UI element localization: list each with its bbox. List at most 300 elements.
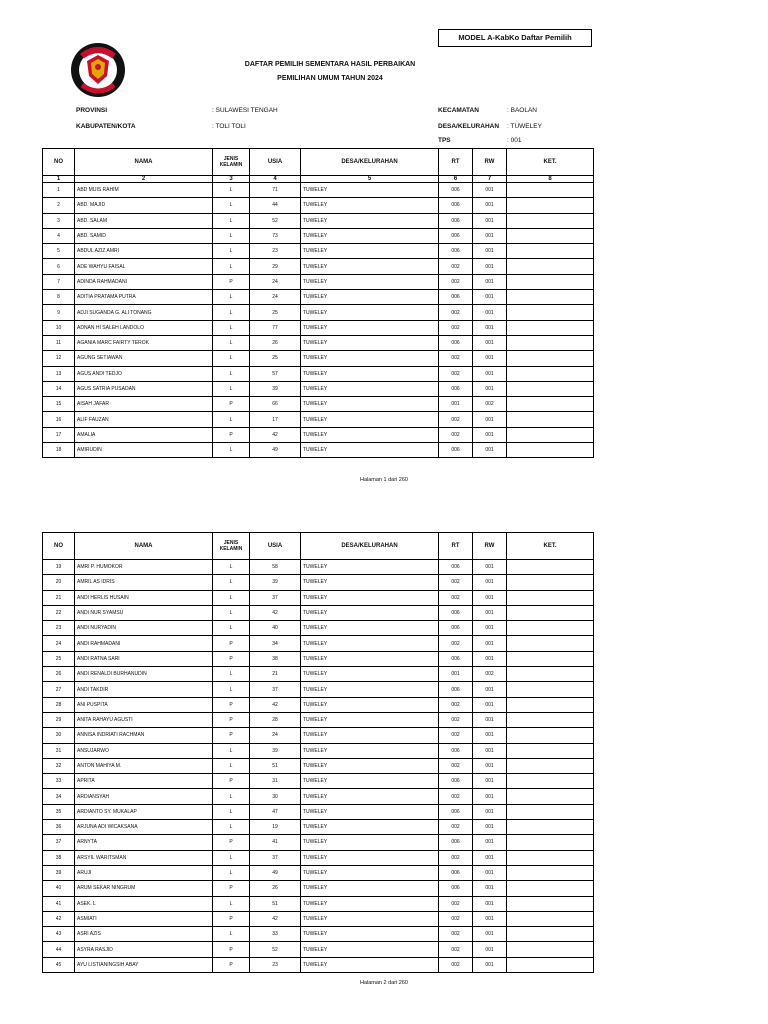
cell-rw: 002	[473, 397, 507, 412]
cell-rw: 001	[473, 621, 507, 636]
cell-desa: TUWELEY	[301, 621, 439, 636]
cell-no: 24	[43, 636, 75, 651]
cell-rt: 002	[439, 896, 473, 911]
table-row	[43, 697, 594, 712]
cell-nama: ARJUNA ADI WICAKSANA	[75, 820, 213, 835]
cell-desa: TUWELEY	[301, 198, 439, 213]
cell-ket	[507, 274, 594, 289]
table-row	[43, 366, 594, 381]
cell-rw: 001	[473, 259, 507, 274]
cell-usia: 71	[250, 183, 301, 198]
cell-no: 32	[43, 758, 75, 773]
cell-rt: 001	[439, 397, 473, 412]
cell-usia: 42	[250, 911, 301, 926]
cell-rw: 001	[473, 911, 507, 926]
cell-jenis-kelamin: L	[213, 213, 250, 228]
cell-nama: ASRI AZIS	[75, 927, 213, 942]
cell-usia: 37	[250, 850, 301, 865]
cell-usia: 58	[250, 560, 301, 575]
cell-usia: 30	[250, 789, 301, 804]
table-row	[43, 651, 594, 666]
cell-rt: 002	[439, 351, 473, 366]
cell-usia: 73	[250, 228, 301, 243]
page-footer-2: Halaman 2 dari 260	[359, 980, 408, 986]
cell-rw: 001	[473, 743, 507, 758]
cell-usia: 57	[250, 366, 301, 381]
cell-jenis-kelamin: L	[213, 789, 250, 804]
cell-ket	[507, 427, 594, 442]
cell-desa: TUWELEY	[301, 682, 439, 697]
cell-rt: 006	[439, 774, 473, 789]
cell-usia: 26	[250, 335, 301, 350]
cell-rt: 002	[439, 412, 473, 427]
table-row	[43, 575, 594, 590]
cell-ket	[507, 244, 594, 259]
cell-no: 6	[43, 259, 75, 274]
cell-ket	[507, 335, 594, 350]
col-header-no: NO	[43, 149, 75, 176]
table-row	[43, 183, 594, 198]
cell-no: 15	[43, 397, 75, 412]
cell-no: 28	[43, 697, 75, 712]
cell-rw: 001	[473, 835, 507, 850]
tps-value: : 001	[507, 137, 522, 144]
cell-no: 38	[43, 850, 75, 865]
table-row	[43, 927, 594, 942]
cell-rw: 001	[473, 881, 507, 896]
cell-rt: 002	[439, 957, 473, 972]
cell-jenis-kelamin: L	[213, 896, 250, 911]
cell-ket	[507, 743, 594, 758]
cell-desa: TUWELEY	[301, 228, 439, 243]
cell-nama: ANDI RATNA SARI	[75, 651, 213, 666]
cell-no: 16	[43, 412, 75, 427]
cell-ket	[507, 774, 594, 789]
cell-ket	[507, 667, 594, 682]
cell-nama: ADINDA RAHMADANI	[75, 274, 213, 289]
kecamatan-value: : BAOLAN	[507, 107, 537, 114]
cell-ket	[507, 927, 594, 942]
cell-desa: TUWELEY	[301, 927, 439, 942]
table-row	[43, 712, 594, 727]
cell-ket	[507, 728, 594, 743]
cell-ket	[507, 789, 594, 804]
cell-usia: 31	[250, 774, 301, 789]
cell-jenis-kelamin: L	[213, 335, 250, 350]
cell-ket	[507, 942, 594, 957]
cell-nama: ANI PUSPITA	[75, 697, 213, 712]
cell-rw: 001	[473, 244, 507, 259]
cell-nama: ANITA RAHAYU AGUSTI	[75, 712, 213, 727]
cell-rw: 002	[473, 667, 507, 682]
cell-ket	[507, 957, 594, 972]
cell-ket	[507, 835, 594, 850]
cell-rt: 002	[439, 911, 473, 926]
cell-desa: TUWELEY	[301, 443, 439, 458]
cell-nama: AMALIA	[75, 427, 213, 442]
cell-rt: 006	[439, 244, 473, 259]
cell-no: 20	[43, 575, 75, 590]
cell-rt: 006	[439, 804, 473, 819]
cell-no: 13	[43, 366, 75, 381]
cell-rt: 006	[439, 443, 473, 458]
cell-rt: 006	[439, 865, 473, 880]
cell-rt: 002	[439, 850, 473, 865]
cell-ket	[507, 636, 594, 651]
cell-rt: 006	[439, 381, 473, 396]
cell-jenis-kelamin: L	[213, 290, 250, 305]
cell-rw: 001	[473, 213, 507, 228]
col-header-desa: DESA/KELURAHAN	[301, 149, 439, 176]
cell-desa: TUWELEY	[301, 560, 439, 575]
cell-usia: 52	[250, 942, 301, 957]
cell-desa: TUWELEY	[301, 397, 439, 412]
col-header-ket: KET.	[507, 533, 594, 560]
col-header-usia: USIA	[250, 533, 301, 560]
cell-jenis-kelamin: L	[213, 804, 250, 819]
cell-nama: AISAH JAFAR	[75, 397, 213, 412]
cell-rw: 001	[473, 896, 507, 911]
cell-rt: 006	[439, 560, 473, 575]
table-row	[43, 804, 594, 819]
cell-nama: AMIRUDIN	[75, 443, 213, 458]
cell-ket	[507, 697, 594, 712]
cell-nama: ASYRA RASJID	[75, 942, 213, 957]
cell-usia: 37	[250, 590, 301, 605]
cell-desa: TUWELEY	[301, 697, 439, 712]
cell-desa: TUWELEY	[301, 320, 439, 335]
cell-desa: TUWELEY	[301, 366, 439, 381]
cell-ket	[507, 560, 594, 575]
col-header-desa: DESA/KELURAHAN	[301, 533, 439, 560]
kabupaten-label: KABUPATEN/KOTA	[76, 123, 136, 130]
cell-jenis-kelamin: P	[213, 697, 250, 712]
cell-nama: ADITIA PRATAMA PUTRA	[75, 290, 213, 305]
column-index: 6	[439, 176, 473, 183]
cell-jenis-kelamin: P	[213, 712, 250, 727]
voter-table-page1	[42, 148, 594, 458]
cell-ket	[507, 712, 594, 727]
desa-value: : TUWELEY	[507, 123, 542, 130]
table-row	[43, 850, 594, 865]
cell-desa: TUWELEY	[301, 667, 439, 682]
table-row	[43, 198, 594, 213]
cell-rw: 001	[473, 850, 507, 865]
cell-ket	[507, 621, 594, 636]
cell-rt: 002	[439, 942, 473, 957]
cell-ket	[507, 605, 594, 620]
cell-rt: 006	[439, 651, 473, 666]
column-index: 3	[213, 176, 250, 183]
column-index-row	[43, 176, 594, 183]
table-row	[43, 820, 594, 835]
table-row	[43, 911, 594, 926]
cell-usia: 25	[250, 305, 301, 320]
cell-jenis-kelamin: L	[213, 590, 250, 605]
cell-usia: 23	[250, 244, 301, 259]
cell-ket	[507, 575, 594, 590]
cell-usia: 40	[250, 621, 301, 636]
cell-usia: 49	[250, 443, 301, 458]
col-header-jenis-kelamin: JENIS KELAMIN	[213, 149, 250, 176]
cell-rt: 002	[439, 320, 473, 335]
cell-jenis-kelamin: P	[213, 835, 250, 850]
document-subtitle: PEMILIHAN UMUM TAHUN 2024	[277, 75, 383, 82]
cell-rw: 001	[473, 636, 507, 651]
cell-rt: 002	[439, 758, 473, 773]
cell-ket	[507, 198, 594, 213]
cell-usia: 44	[250, 198, 301, 213]
cell-desa: TUWELEY	[301, 850, 439, 865]
kabupaten-value: : TOLI TOLI	[212, 123, 246, 130]
cell-jenis-kelamin: P	[213, 881, 250, 896]
cell-ket	[507, 290, 594, 305]
cell-rt: 002	[439, 927, 473, 942]
table-row	[43, 443, 594, 458]
table-row	[43, 560, 594, 575]
cell-rt: 006	[439, 183, 473, 198]
cell-desa: TUWELEY	[301, 412, 439, 427]
cell-no: 35	[43, 804, 75, 819]
cell-jenis-kelamin: L	[213, 351, 250, 366]
col-header-jenis-kelamin: JENIS KELAMIN	[213, 533, 250, 560]
cell-rw: 001	[473, 789, 507, 804]
cell-usia: 24	[250, 290, 301, 305]
cell-jenis-kelamin: L	[213, 667, 250, 682]
kpu-logo	[70, 42, 126, 98]
cell-jenis-kelamin: P	[213, 957, 250, 972]
cell-no: 19	[43, 560, 75, 575]
cell-ket	[507, 651, 594, 666]
cell-jenis-kelamin: L	[213, 605, 250, 620]
cell-no: 7	[43, 274, 75, 289]
cell-rt: 006	[439, 290, 473, 305]
table-row	[43, 621, 594, 636]
cell-jenis-kelamin: L	[213, 198, 250, 213]
cell-nama: ARDIANSYAH	[75, 789, 213, 804]
cell-no: 33	[43, 774, 75, 789]
cell-rw: 001	[473, 927, 507, 942]
cell-rt: 006	[439, 743, 473, 758]
cell-jenis-kelamin: L	[213, 381, 250, 396]
cell-ket	[507, 381, 594, 396]
cell-rt: 006	[439, 835, 473, 850]
col-header-ket: KET.	[507, 149, 594, 176]
table-row	[43, 335, 594, 350]
cell-jenis-kelamin: L	[213, 820, 250, 835]
cell-rw: 001	[473, 366, 507, 381]
cell-ket	[507, 320, 594, 335]
cell-rt: 002	[439, 636, 473, 651]
cell-nama: ANTON MAHIYA M.	[75, 758, 213, 773]
cell-desa: TUWELEY	[301, 758, 439, 773]
cell-nama: ALIF FAUZAN	[75, 412, 213, 427]
cell-nama: ANDI RAHMADANI	[75, 636, 213, 651]
cell-rw: 001	[473, 228, 507, 243]
cell-no: 36	[43, 820, 75, 835]
cell-no: 44	[43, 942, 75, 957]
cell-nama: ANDI RENALDI BURHANUDIN	[75, 667, 213, 682]
cell-jenis-kelamin: P	[213, 427, 250, 442]
cell-rw: 001	[473, 774, 507, 789]
cell-jenis-kelamin: P	[213, 942, 250, 957]
cell-rw: 001	[473, 560, 507, 575]
cell-rt: 006	[439, 682, 473, 697]
table-row	[43, 397, 594, 412]
cell-desa: TUWELEY	[301, 213, 439, 228]
cell-desa: TUWELEY	[301, 381, 439, 396]
cell-desa: TUWELEY	[301, 183, 439, 198]
cell-desa: TUWELEY	[301, 743, 439, 758]
cell-no: 17	[43, 427, 75, 442]
cell-usia: 42	[250, 697, 301, 712]
cell-ket	[507, 911, 594, 926]
cell-desa: TUWELEY	[301, 804, 439, 819]
table-row	[43, 427, 594, 442]
cell-no: 40	[43, 881, 75, 896]
cell-nama: ABD. SAMID	[75, 228, 213, 243]
cell-no: 9	[43, 305, 75, 320]
table-row	[43, 412, 594, 427]
cell-jenis-kelamin: L	[213, 443, 250, 458]
cell-ket	[507, 351, 594, 366]
cell-jenis-kelamin: P	[213, 774, 250, 789]
col-header-rt: RT	[439, 149, 473, 176]
cell-nama: ADJI SUGANDA G. ALI TONANG	[75, 305, 213, 320]
cell-usia: 77	[250, 320, 301, 335]
cell-no: 37	[43, 835, 75, 850]
table-row	[43, 789, 594, 804]
cell-jenis-kelamin: P	[213, 911, 250, 926]
cell-desa: TUWELEY	[301, 305, 439, 320]
cell-rt: 002	[439, 697, 473, 712]
cell-usia: 52	[250, 213, 301, 228]
table-row	[43, 605, 594, 620]
cell-nama: AGUS ANDI TEDJO	[75, 366, 213, 381]
cell-nama: ADE WAHYU FAISAL	[75, 259, 213, 274]
cell-desa: TUWELEY	[301, 290, 439, 305]
table-row	[43, 590, 594, 605]
cell-usia: 39	[250, 381, 301, 396]
cell-jenis-kelamin: L	[213, 575, 250, 590]
table-row	[43, 896, 594, 911]
cell-rt: 002	[439, 259, 473, 274]
cell-jenis-kelamin: L	[213, 560, 250, 575]
cell-nama: AGUS SATRIA PUSADAN	[75, 381, 213, 396]
cell-no: 3	[43, 213, 75, 228]
cell-rt: 002	[439, 712, 473, 727]
desa-label: DESA/KELURAHAN	[438, 123, 500, 130]
cell-usia: 24	[250, 728, 301, 743]
table-row	[43, 320, 594, 335]
cell-rt: 002	[439, 366, 473, 381]
cell-rw: 001	[473, 697, 507, 712]
cell-rw: 001	[473, 443, 507, 458]
cell-rt: 002	[439, 590, 473, 605]
cell-rw: 001	[473, 942, 507, 957]
cell-nama: ANDI NURYADIN	[75, 621, 213, 636]
cell-desa: TUWELEY	[301, 789, 439, 804]
cell-rt: 002	[439, 427, 473, 442]
cell-rt: 002	[439, 575, 473, 590]
cell-no: 45	[43, 957, 75, 972]
cell-jenis-kelamin: L	[213, 850, 250, 865]
cell-jenis-kelamin: P	[213, 397, 250, 412]
cell-rt: 002	[439, 305, 473, 320]
table-row	[43, 274, 594, 289]
cell-no: 18	[43, 443, 75, 458]
cell-no: 21	[43, 590, 75, 605]
kecamatan-label: KECAMATAN	[438, 107, 479, 114]
cell-rw: 001	[473, 682, 507, 697]
cell-usia: 25	[250, 351, 301, 366]
cell-desa: TUWELEY	[301, 865, 439, 880]
cell-jenis-kelamin: L	[213, 183, 250, 198]
table-row	[43, 213, 594, 228]
cell-ket	[507, 213, 594, 228]
cell-usia: 19	[250, 820, 301, 835]
cell-usia: 33	[250, 927, 301, 942]
cell-rt: 006	[439, 228, 473, 243]
col-header-usia: USIA	[250, 149, 301, 176]
cell-jenis-kelamin: L	[213, 259, 250, 274]
cell-no: 2	[43, 198, 75, 213]
cell-desa: TUWELEY	[301, 636, 439, 651]
cell-jenis-kelamin: P	[213, 651, 250, 666]
cell-ket	[507, 397, 594, 412]
table-row	[43, 351, 594, 366]
cell-rw: 001	[473, 198, 507, 213]
cell-usia: 47	[250, 804, 301, 819]
cell-no: 26	[43, 667, 75, 682]
cell-ket	[507, 850, 594, 865]
cell-desa: TUWELEY	[301, 835, 439, 850]
col-header-rw: RW	[473, 533, 507, 560]
cell-rt: 006	[439, 198, 473, 213]
column-index: 8	[507, 176, 594, 183]
cell-no: 12	[43, 351, 75, 366]
cell-desa: TUWELEY	[301, 820, 439, 835]
column-index: 1	[43, 176, 75, 183]
cell-jenis-kelamin: L	[213, 320, 250, 335]
cell-nama: ABDUL AZIZ AMRI	[75, 244, 213, 259]
table-row	[43, 728, 594, 743]
cell-rw: 001	[473, 320, 507, 335]
cell-nama: ARNYTA	[75, 835, 213, 850]
cell-jenis-kelamin: L	[213, 244, 250, 259]
cell-no: 14	[43, 381, 75, 396]
cell-usia: 29	[250, 259, 301, 274]
cell-desa: TUWELEY	[301, 728, 439, 743]
cell-usia: 41	[250, 835, 301, 850]
cell-no: 29	[43, 712, 75, 727]
cell-ket	[507, 412, 594, 427]
cell-rt: 002	[439, 274, 473, 289]
cell-nama: ABD MUIS RAHIM	[75, 183, 213, 198]
cell-usia: 51	[250, 896, 301, 911]
cell-ket	[507, 896, 594, 911]
cell-no: 8	[43, 290, 75, 305]
cell-usia: 39	[250, 575, 301, 590]
cell-rw: 001	[473, 183, 507, 198]
cell-usia: 51	[250, 758, 301, 773]
cell-rt: 002	[439, 820, 473, 835]
cell-desa: TUWELEY	[301, 575, 439, 590]
cell-ket	[507, 820, 594, 835]
cell-jenis-kelamin: L	[213, 743, 250, 758]
table-row	[43, 636, 594, 651]
cell-rw: 001	[473, 351, 507, 366]
